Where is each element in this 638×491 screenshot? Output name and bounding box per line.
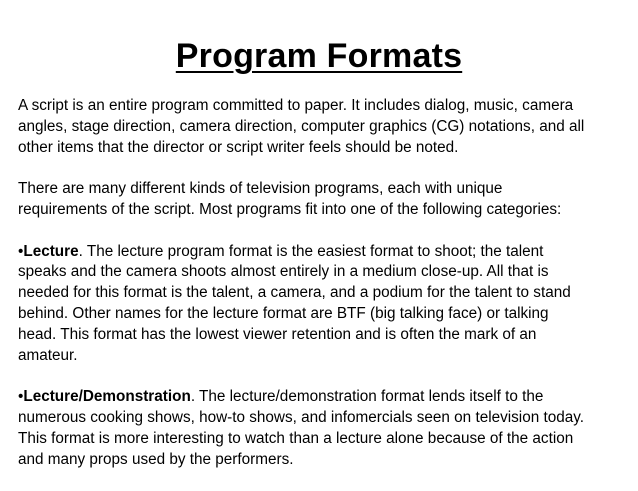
bullet-term: Lecture/Demonstration xyxy=(23,388,191,406)
text-line: and many props used by the performers. xyxy=(18,450,294,468)
bullet-first-rest: . The lecture/demonstration format lends itself to the xyxy=(190,388,544,406)
text-line: requirements of the script. Most programs fit into one of the following categories: xyxy=(18,200,562,218)
text-line: speaks and the camera shoots almost entirely in a medium close-up. All that is xyxy=(18,263,549,281)
text-line: This format is more interesting to watch than a lecture alone because of the action xyxy=(18,429,574,447)
bullet-first-line xyxy=(18,242,624,263)
text-line: behind. Other names for the lecture format are BTF (big talking face) or talking xyxy=(18,304,549,322)
bullet-marker: • xyxy=(18,388,24,406)
text-line: amateur. xyxy=(18,346,78,364)
text-line: angles, stage direction, camera direction, computer graphics (CG) notations, and all xyxy=(18,117,585,135)
bullet-marker: • xyxy=(18,242,24,260)
bullet-first-line xyxy=(18,387,624,408)
text-line: needed for this format is the talent, a camera, and a podium for the talent to stand xyxy=(18,284,571,302)
text-line: other items that the director or script writer feels should be noted. xyxy=(18,138,459,156)
bullet-lecture-demonstration xyxy=(18,387,624,470)
slide-title xyxy=(0,36,638,76)
text-line: There are many different kinds of television programs, each with unique xyxy=(18,180,503,198)
slide-title-text: Program Formats xyxy=(175,37,463,75)
bullet-term: Lecture xyxy=(23,242,79,260)
slide-body xyxy=(18,96,624,491)
text-line: head. This format has the lowest viewer retention and is often the mark of an xyxy=(18,325,537,343)
paragraph-script-definition xyxy=(18,96,624,158)
text-line: numerous cooking shows, how-to shows, and infomercials seen on television today. xyxy=(18,408,584,426)
bullet-first-rest: . The lecture program format is the easiest format to shoot; the talent xyxy=(78,242,544,260)
paragraph-program-kinds xyxy=(18,179,624,221)
bullet-lecture xyxy=(18,242,624,367)
text-line: A script is an entire program committed to paper. It includes dialog, music, camera xyxy=(18,97,574,114)
